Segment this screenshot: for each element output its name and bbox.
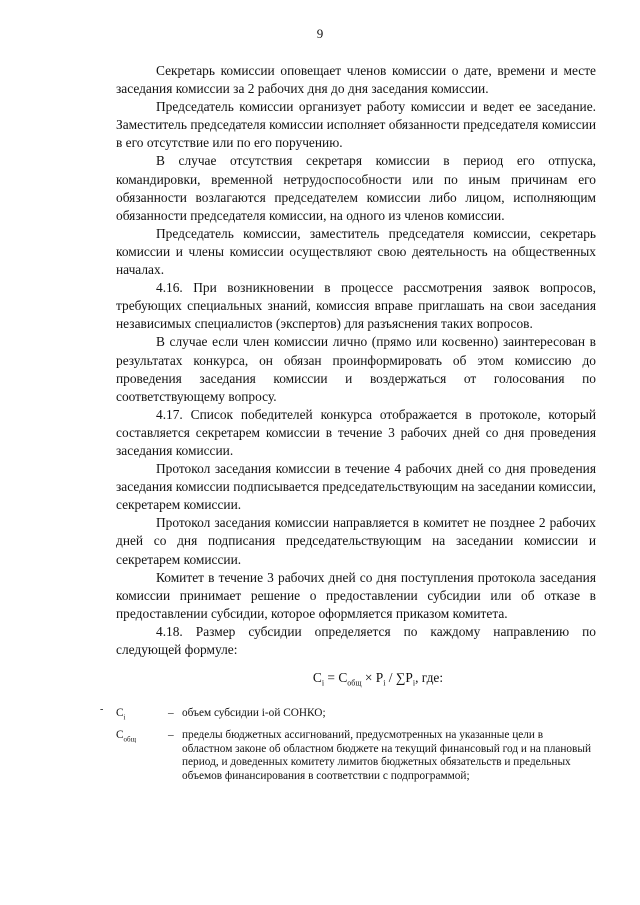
definition-term xyxy=(116,707,168,725)
formula-operator: × xyxy=(361,670,376,686)
formula-sum-sign: ∑ xyxy=(395,670,406,686)
definition-row xyxy=(116,707,596,725)
formula-operator: = xyxy=(324,670,339,686)
paragraph: 4.17. Список победителей конкурса отображается в протоколе, который составляется секретарем комиссии в течение 3 рабочих дней со дня проведения заседания комиссии. xyxy=(116,406,596,458)
definition-term xyxy=(116,729,168,784)
definition-text: пределы бюджетных ассигнований, предусмотренных на указанные цели в областном законе об областном бюджете на текущий финансовый год и на плановый период, и доведенных комитету лимитов бюджетных обязательств и предельных объемов финансирования в соответствии с подпрограммой; xyxy=(182,728,592,783)
paragraph: Комитет в течение 3 рабочих дней со дня поступления протокола заседания комиссии принимает решение о предоставлении субсидии или об отказе в предоставлении субсидии, которое оформляется приказом комитета. xyxy=(116,569,596,621)
definition-dash: – xyxy=(168,728,174,741)
formula-symbol: P xyxy=(375,670,384,686)
paragraph: Протокол заседания комиссии в течение 4 рабочих дней со дня проведения заседания комиссии подписывается председательствующим на заседании комиссии, секретарем комиссии. xyxy=(116,461,596,513)
term-subscript: общ xyxy=(123,735,136,744)
paragraph: В случае если член комиссии лично (прямо или косвенно) заинтересован в результатах конкурса, он обязан проинформировать об этом комиссию до проведения заседания комиссии и воздержаться от голосования по соответствующему вопросу. xyxy=(116,334,596,404)
formula-symbol: C xyxy=(338,670,348,686)
formula-symbol: P xyxy=(405,670,413,686)
formula-subscript: общ xyxy=(347,678,362,688)
formula-operator: / xyxy=(385,670,396,686)
formula-subscript: i xyxy=(412,678,416,688)
margin-mark: - xyxy=(100,704,104,715)
subsidy-formula xyxy=(160,669,596,693)
paragraph: 4.18. Размер субсидии определяется по каждому направлению по следующей формуле: xyxy=(116,623,596,657)
formula-subscript: i xyxy=(321,678,325,688)
formula-tail: , где: xyxy=(415,670,444,686)
document-body xyxy=(116,62,596,788)
formula-symbol: C xyxy=(312,670,322,686)
definition-text: объем субсидии i-ой СОНКО; xyxy=(182,706,326,719)
term-base: C xyxy=(116,706,124,719)
paragraph: В случае отсутствия секретаря комиссии в период его отпуска, командировки, временной нетрудоспособности или по иным причинам его обязанности возлагаются председателем комиссии либо лицом, исполняющим обязанности председателя комиссии, на одного из членов комиссии. xyxy=(116,153,596,223)
term-base: C xyxy=(116,728,124,741)
formula-subscript: i xyxy=(383,678,386,688)
page-number: 9 xyxy=(316,26,324,41)
term-subscript: i xyxy=(123,713,126,722)
formula-definitions xyxy=(116,707,596,784)
definition-dash: – xyxy=(168,706,174,719)
paragraph: Председатель комиссии, заместитель председателя комиссии, секретарь комиссии и члены комиссии осуществляют свою деятельность на общественных началах. xyxy=(116,225,596,278)
paragraph: Председатель комиссии организует работу комиссии и ведет ее заседание. Заместитель председателя комиссии исполняет обязанности председателя комиссии в его отсутствие или по его поручению. xyxy=(116,99,596,151)
paragraph: Протокол заседания комиссии направляется в комитет не позднее 2 рабочих дней со дня подписания председательствующим на заседании комиссии и секретарем комиссии. xyxy=(116,515,596,567)
definition-row xyxy=(116,729,596,784)
paragraph: 4.16. При возникновении в процессе рассмотрения заявок вопросов, требующих специальных знаний, комиссия вправе приглашать на свои заседания независимых специалистов (экспертов) для разъяснения таких вопросов. xyxy=(116,280,596,332)
paragraph: Секретарь комиссии оповещает членов комиссии о дате, времени и месте заседания комиссии за 2 рабочих дня до дня заседания комиссии. xyxy=(116,63,596,97)
